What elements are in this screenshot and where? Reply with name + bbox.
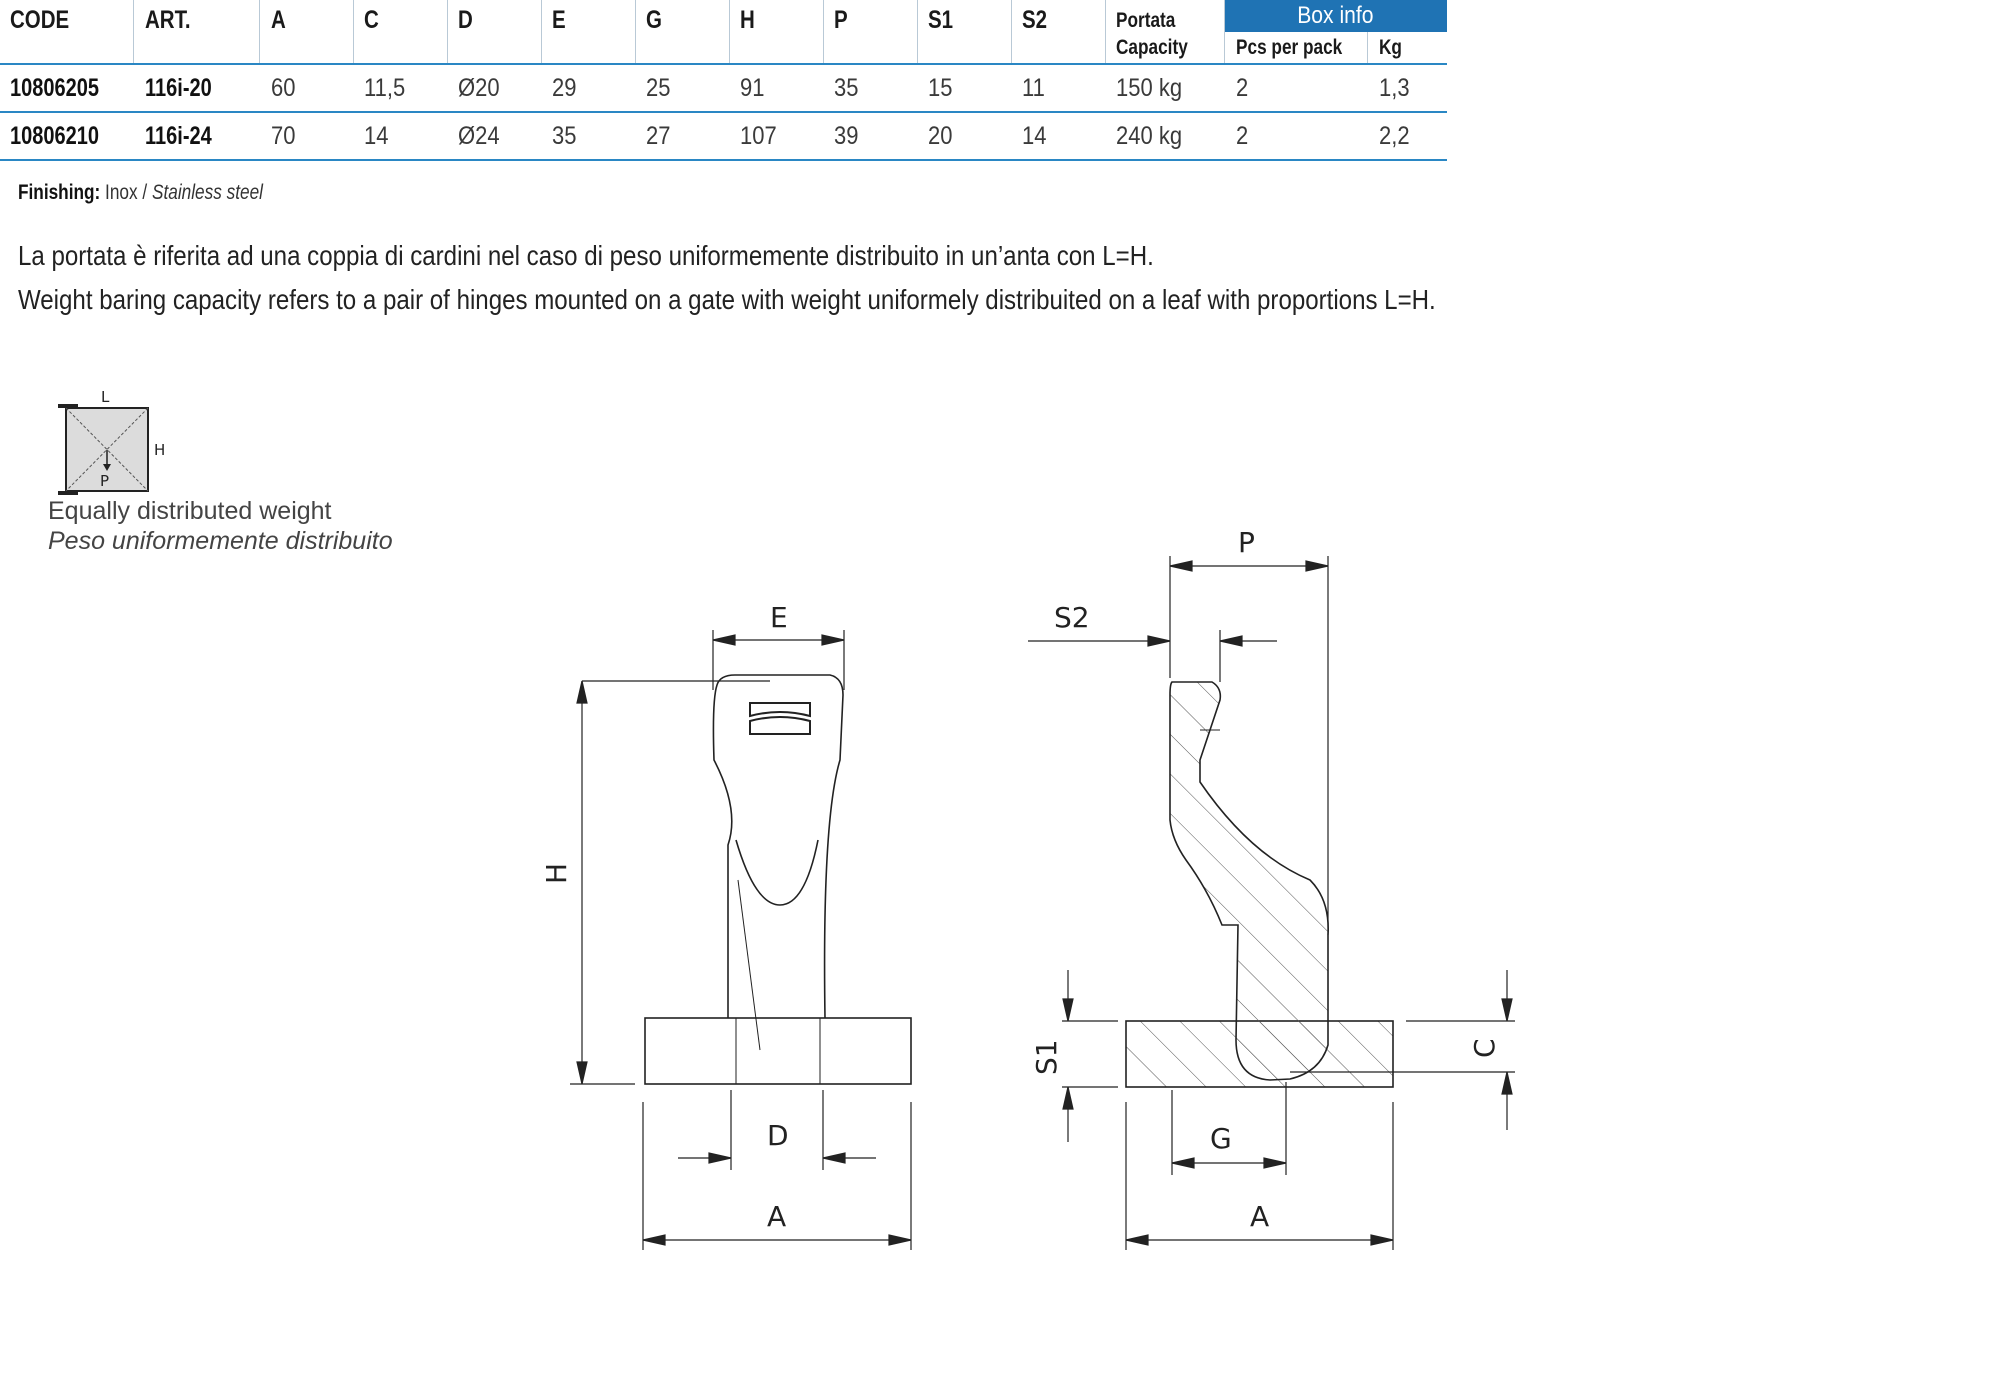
legend-text-it: Peso uniformemente distribuito	[48, 527, 393, 555]
cell-h: 91	[740, 74, 765, 102]
legend-p-label: P	[100, 472, 110, 490]
cell-p: 35	[834, 74, 859, 102]
cell-s1: 15	[928, 74, 953, 102]
col-capacity-en: Capacity	[1116, 36, 1188, 59]
cell-p: 39	[834, 122, 859, 150]
cell-pcs: 2	[1236, 122, 1249, 150]
cell-a: 60	[271, 74, 296, 102]
col-capacity-it: Portata	[1116, 9, 1176, 32]
cell-kg: 2,2	[1379, 122, 1410, 150]
dim-a-front-label: A	[767, 1200, 787, 1233]
cell-pcs: 2	[1236, 74, 1249, 102]
finishing-value-en: Stainless steel	[151, 181, 264, 204]
cell-d: Ø24	[458, 122, 500, 150]
col-h: H	[740, 6, 755, 34]
col-a: A	[271, 6, 286, 34]
cell-code: 10806205	[10, 74, 99, 102]
dim-p-label: P	[1238, 526, 1255, 559]
cell-a: 70	[271, 122, 296, 150]
front-dimensions	[570, 630, 911, 1250]
dim-c-label: C	[1468, 1038, 1501, 1058]
dim-a-side-label: A	[1250, 1200, 1270, 1233]
finishing-value-it: Inox /	[105, 181, 148, 204]
legend-h-label: H	[154, 441, 166, 459]
dim-e-label: E	[770, 601, 788, 634]
cell-kg: 1,3	[1379, 74, 1410, 102]
cell-capacity: 150 kg	[1116, 74, 1183, 102]
dim-s2-label: S2	[1054, 601, 1090, 634]
cell-d: Ø20	[458, 74, 500, 102]
cell-c: 11,5	[364, 74, 406, 102]
col-e: E	[552, 6, 566, 34]
cell-s2: 14	[1022, 122, 1047, 150]
capacity-note-it: La portata è riferita ad una coppia di cardini nel caso di peso uniformemente distribuito in un’anta con L=H.	[18, 240, 1154, 271]
cell-g: 25	[646, 74, 671, 102]
dim-d-label: D	[767, 1119, 789, 1152]
col-kg: Kg	[1379, 36, 1402, 59]
front-labels	[540, 601, 789, 1233]
finishing-label: Finishing:	[18, 181, 101, 204]
col-s2: S2	[1022, 6, 1048, 34]
col-art: ART.	[145, 6, 191, 34]
col-code: CODE	[10, 6, 70, 34]
cell-e: 35	[552, 122, 577, 150]
side-view	[1126, 682, 1393, 1087]
cell-h: 107	[740, 122, 777, 150]
cell-c: 14	[364, 122, 389, 150]
col-d: D	[458, 6, 473, 34]
col-pcs: Pcs per pack	[1236, 36, 1343, 59]
cell-code: 10806210	[10, 122, 99, 150]
capacity-note-en: Weight baring capacity refers to a pair of hinges mounted on a gate with weight uniformely distribuited on a leaf with proportions L=H.	[18, 284, 1436, 315]
legend-l-label: L	[101, 388, 110, 406]
cell-art: 116i-24	[145, 122, 212, 150]
col-g: G	[646, 6, 662, 34]
col-p: P	[834, 6, 848, 34]
cell-art: 116i-20	[145, 74, 212, 102]
cell-s1: 20	[928, 122, 953, 150]
col-s1: S1	[928, 6, 954, 34]
dim-s1-label: S1	[1030, 1039, 1063, 1075]
front-view	[645, 675, 911, 1084]
col-c: C	[364, 6, 379, 34]
dim-h-label: H	[540, 862, 573, 884]
cell-s2: 11	[1022, 74, 1045, 102]
cell-g: 27	[646, 122, 671, 150]
box-info-header: Box info	[1224, 0, 1447, 32]
legend-text-en: Equally distributed weight	[48, 497, 332, 525]
dim-g-label: G	[1210, 1122, 1232, 1155]
cell-capacity: 240 kg	[1116, 122, 1183, 150]
cell-e: 29	[552, 74, 577, 102]
